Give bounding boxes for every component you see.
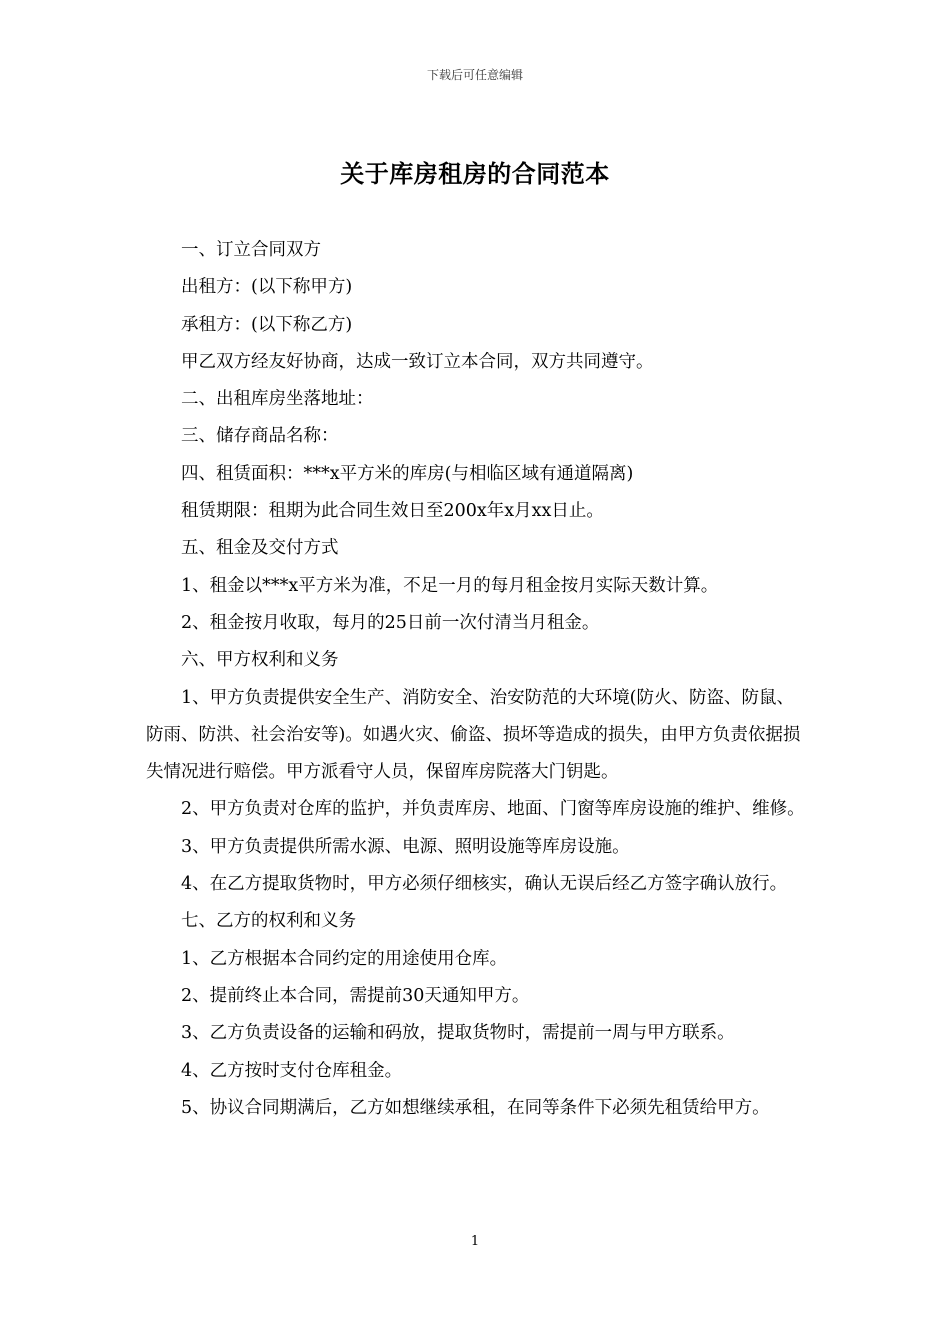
lessee-clause-5: 5、协议合同期满后，乙方如想继续承租，在同等条件下必须先租赁给甲方。	[181, 1097, 770, 1118]
agreement-statement: 甲乙双方经友好协商，达成一致订立本合同，双方共同遵守。	[181, 351, 654, 372]
lessor-clause-4: 4、在乙方提取货物时，甲方必须仔细核实，确认无误后经乙方签字确认放行。	[181, 874, 788, 895]
section-heading-lessor-duties: 六、甲方权利和义务	[181, 650, 339, 671]
lessor-clause-1: 1、甲方负责提供安全生产、消防安全、治安防范的大环境(防火、防盗、防鼠、防雨、防洪、社会治安等)。如遇火灾、偷盗、损坏等造成的损失，由甲方负责依据损失情况进行赔偿。甲方派看守人员，保留库房院落大门钥匙。	[146, 687, 801, 783]
lease-term-line: 租赁期限：租期为此合同生效日至200x年x月xx日止。	[181, 501, 604, 522]
contract-body	[146, 232, 811, 1127]
lessor-clause-3: 3、甲方负责提供所需水源、电源、照明设施等库房设施。	[181, 836, 630, 857]
document-title: 关于库房租房的合同范本	[340, 159, 610, 188]
lessee-clause-4: 4、乙方按时支付仓库租金。	[181, 1060, 403, 1081]
section-heading-lessee-duties: 七、乙方的权利和义务	[181, 911, 356, 932]
header-note: 下载后可任意编辑	[426, 68, 523, 82]
lessor-line: 出租方：(以下称甲方)	[181, 277, 353, 298]
section-heading-rent: 五、租金及交付方式	[181, 538, 339, 559]
section-heading-goods: 三、储存商品名称：	[181, 426, 339, 447]
page-number: 1	[470, 1234, 480, 1249]
rent-clause-2: 2、租金按月收取，每月的25日前一次付清当月租金。	[181, 612, 600, 633]
lessee-clause-3: 3、乙方负责设备的运输和码放，提取货物时，需提前一周与甲方联系。	[181, 1023, 735, 1044]
lessee-clause-1: 1、乙方根据本合同约定的用途使用仓库。	[181, 948, 508, 969]
section-heading-parties: 一、订立合同双方	[181, 240, 321, 260]
section-heading-address: 二、出租库房坐落地址：	[181, 389, 374, 410]
rent-clause-1: 1、租金以***x平方米为准，不足一月的每月租金按月实际天数计算。	[181, 575, 719, 596]
lessee-line: 承租方：(以下称乙方)	[181, 314, 353, 335]
lessor-clause-2: 2、甲方负责对仓库的监护，并负责库房、地面、门窗等库房设施的维护、维修。	[181, 799, 805, 820]
section-heading-area: 四、租赁面积：***x平方米的库房(与相临区域有通道隔离)	[181, 463, 634, 484]
lessee-clause-2: 2、提前终止本合同，需提前30天通知甲方。	[181, 985, 530, 1006]
